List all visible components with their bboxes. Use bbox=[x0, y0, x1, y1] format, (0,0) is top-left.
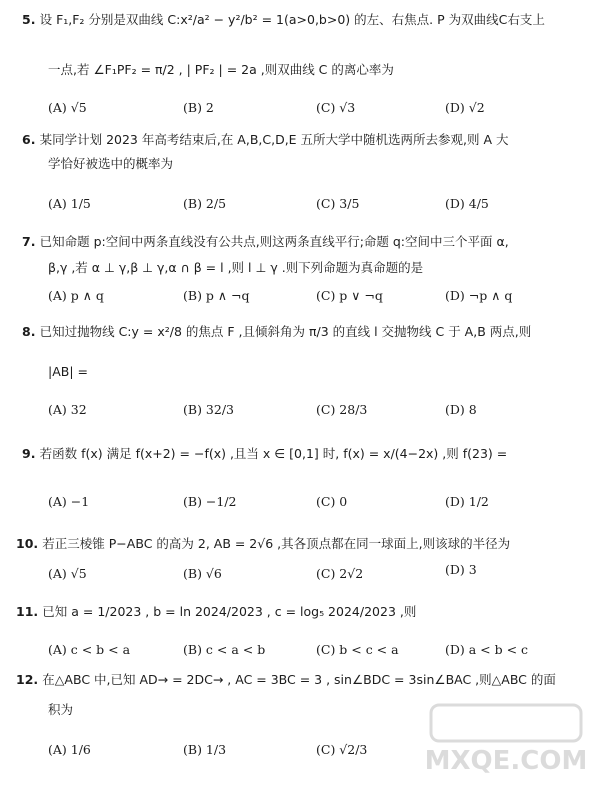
option-c[interactable]: (C) b < c < a bbox=[316, 642, 399, 657]
watermark-frame bbox=[431, 705, 581, 741]
question-stem-line: 在△ABC 中,已知 AD→ = 2DC→ , AC = 3BC = 3 , sin∠BDC = 3sin∠BAC ,则△ABC 的面 bbox=[42, 672, 556, 687]
option-c[interactable]: (C) 28/3 bbox=[316, 402, 368, 417]
option-b[interactable]: (B) p ∧ ¬q bbox=[183, 288, 250, 303]
question-stem-line: 积为 bbox=[48, 702, 74, 717]
option-b[interactable]: (B) 2/5 bbox=[183, 196, 227, 211]
question-stem-line: 已知命题 p:空间中两条直线没有公共点,则这两条直线平行;命题 q:空间中三个平面 α, bbox=[39, 234, 509, 249]
option-d[interactable]: (D) a < b < c bbox=[445, 642, 529, 657]
question-stem-line: β,γ ,若 α ⊥ γ,β ⊥ γ,α ∩ β = l ,则 l ⊥ γ .则下列命题为真命题的是 bbox=[48, 260, 424, 275]
option-c[interactable]: (C) √3 bbox=[316, 100, 356, 115]
question-stem-line: 若正三棱锥 P−ABC 的高为 2, AB = 2√6 ,其各顶点都在同一球面上,则该球的半径为 bbox=[42, 536, 511, 551]
option-c[interactable]: (C) p ∨ ¬q bbox=[316, 288, 383, 303]
option-d[interactable]: (D) 3 bbox=[445, 562, 477, 577]
option-b[interactable]: (B) 1/3 bbox=[183, 742, 227, 757]
option-d[interactable]: (D) 8 bbox=[445, 402, 477, 417]
option-c[interactable]: (C) 2√2 bbox=[316, 566, 364, 581]
option-a[interactable]: (A) −1 bbox=[48, 494, 90, 509]
question-stem-line: 设 F₁,F₂ 分别是双曲线 C:x²/a² − y²/b² = 1(a>0,b>0) 的左、右焦点. P 为双曲线C右支上 bbox=[39, 12, 545, 27]
option-b[interactable]: (B) √6 bbox=[183, 566, 222, 581]
watermark-graphic bbox=[421, 699, 591, 779]
option-a[interactable]: (A) p ∧ q bbox=[48, 288, 104, 303]
option-a[interactable]: (A) 32 bbox=[48, 402, 87, 417]
question-stem-line: 一点,若 ∠F₁PF₂ = π/2 , | PF₂ | = 2a ,则双曲线 C 的离心率为 bbox=[48, 62, 394, 77]
option-b[interactable]: (B) c < a < b bbox=[183, 642, 266, 657]
question-number: 8. bbox=[22, 324, 36, 339]
option-d[interactable]: (D) 1/2 bbox=[445, 494, 489, 509]
question-number: 6. bbox=[22, 132, 36, 147]
question-number: 9. bbox=[22, 446, 36, 461]
option-c[interactable]: (C) 3/5 bbox=[316, 196, 360, 211]
question-stem-line: 学恰好被选中的概率为 bbox=[48, 156, 174, 171]
question-number: 11. bbox=[16, 604, 39, 619]
option-d[interactable]: (D) ¬p ∧ q bbox=[445, 288, 513, 303]
option-c[interactable]: (C) 0 bbox=[316, 494, 348, 509]
option-d[interactable]: (D) √2 bbox=[445, 100, 485, 115]
question-number: 7. bbox=[22, 234, 36, 249]
option-b[interactable]: (B) 32/3 bbox=[183, 402, 234, 417]
option-a[interactable]: (A) √5 bbox=[48, 566, 87, 581]
question-stem-line: |AB| = bbox=[48, 364, 88, 379]
watermark-text: MXQE.COM bbox=[424, 746, 588, 776]
option-c[interactable]: (C) √2/3 bbox=[316, 742, 368, 757]
question-stem-line: 已知过抛物线 C:y = x²/8 的焦点 F ,且倾斜角为 π/3 的直线 l 交抛物线 C 于 A,B 两点,则 bbox=[39, 324, 532, 339]
option-a[interactable]: (A) 1/6 bbox=[48, 742, 91, 757]
question-number: 5. bbox=[22, 12, 36, 27]
question-stem-line: 某同学计划 2023 年高考结束后,在 A,B,C,D,E 五所大学中随机选两所去参观,则 A 大 bbox=[39, 132, 509, 147]
question-number: 12. bbox=[16, 672, 39, 687]
option-a[interactable]: (A) c < b < a bbox=[48, 642, 131, 657]
option-d[interactable]: (D) 4/5 bbox=[445, 196, 489, 211]
option-b[interactable]: (B) −1/2 bbox=[183, 494, 237, 509]
option-b[interactable]: (B) 2 bbox=[183, 100, 214, 115]
watermark-logo bbox=[421, 699, 591, 779]
option-a[interactable]: (A) √5 bbox=[48, 100, 87, 115]
question-stem-line: 若函数 f(x) 满足 f(x+2) = −f(x) ,且当 x ∈ [0,1] 时, f(x) = x/(4−2x) ,则 f(23) = bbox=[39, 446, 508, 461]
option-a[interactable]: (A) 1/5 bbox=[48, 196, 91, 211]
question-stem-line: 已知 a = 1/2023 , b = ln 2024/2023 , c = log₅ 2024/2023 ,则 bbox=[42, 604, 417, 619]
question-number: 10. bbox=[16, 536, 39, 551]
